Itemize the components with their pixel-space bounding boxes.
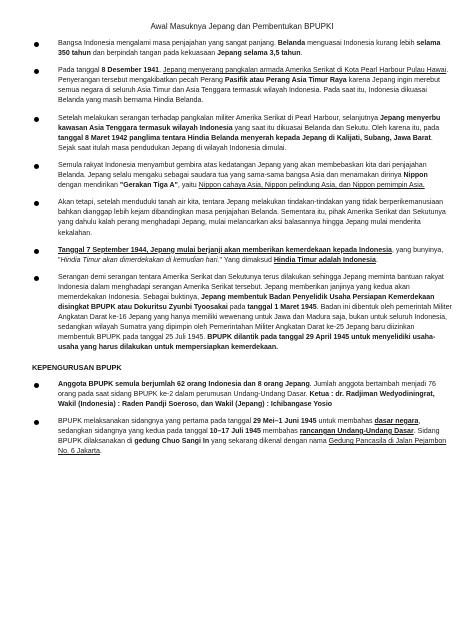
paragraph-list-kepengurusan [32, 380, 452, 458]
text-run: . Jumlah anggota bertambah menjadi 76 orang pada saat sidang BPUPK ke-2 dalam perumusan Undang-Undang Dasar. [58, 380, 436, 398]
text-run: , yang bunyinya, " [58, 246, 444, 264]
bullet-paragraph [32, 417, 452, 457]
text-run: . [99, 448, 102, 456]
text-run: dasar negara [374, 417, 419, 425]
text-run: Jepang membentuk Badan Penyelidik Usaha Persiapan Kemerdekaan disingkat BPUPK atau Dokuritsu Zyunbi Tyoosakai [58, 293, 435, 312]
text-run: , yaitu [177, 182, 199, 190]
text-run: selama 350 tahun [58, 40, 441, 58]
text-run: untuk membahas [316, 417, 375, 425]
text-run: Nippon [403, 172, 428, 180]
text-run: Jepang menyerang pangkalan armada Amerika Serikat di Kota Pearl Harbour Pulau Hawai [163, 67, 447, 75]
text-run: " Yang dimaksud [219, 256, 274, 264]
bullet-paragraph [32, 198, 452, 238]
bullet-icon [34, 276, 39, 281]
text-run: membahas [260, 427, 300, 435]
text-run: yang saat itu dikuasai Belanda dan Sekutu. Oleh karena itu, pada [232, 124, 440, 132]
text-run: . [300, 50, 303, 58]
text-run: BPUPK melaksanakan sidangnya yang pertama pada tanggal [58, 417, 254, 425]
text-run: Jepang menyerbu kawasan Asia Tenggara termasuk wilayah Indonesia [58, 114, 441, 132]
bullet-icon [34, 117, 39, 122]
bullet-paragraph [32, 39, 452, 59]
text-run: "Gerakan Tiga A" [119, 182, 178, 190]
bullet-icon [34, 249, 39, 254]
document-title: Awal Masuknya Jepang dan Pembentukan BPUPKI [150, 22, 334, 31]
text-run: gedung Chuo Sangi In [134, 438, 210, 445]
text-run: . Sidang BPUPK dilaksanakan di [58, 427, 440, 445]
text-run: 10–17 Juli 1945 [209, 427, 261, 435]
text-run: tanggal 1 Maret 1945 [247, 304, 317, 312]
text-run: karena Jepang ingin merebut semua negara di seluruh Asia Timur dan Asia Tenggara termasuk wilayah Indonesia. Pada saat itu, Indonesia dikuasai Belanda yang masih bernama Hindia Belanda. [58, 77, 440, 105]
text-run: dan berpindah tangan pada kekuasaan [90, 50, 218, 58]
text-run: . [375, 256, 378, 264]
bullet-paragraph [32, 380, 452, 410]
text-run: Pasifik atau Perang Asia Timur Raya [224, 77, 347, 85]
bullet-paragraph [32, 114, 452, 154]
bullet-icon [34, 164, 39, 169]
bullet-icon [34, 420, 39, 425]
text-run: Tanggal 7 September 1944, Jepang mulai berjanji akan memberikan kemerdekaan kepada Indonesia [58, 246, 392, 254]
text-run: pada [227, 304, 248, 312]
bullet-icon [34, 42, 39, 47]
paragraph-list-intro [32, 39, 452, 354]
text-run: 29 Mei–1 Juni 1945 [253, 417, 317, 425]
bullet-paragraph [32, 66, 452, 106]
bullet-icon [34, 201, 39, 206]
bullet-paragraph [32, 273, 452, 354]
text-run: yang sekarang dikenal dengan nama [209, 438, 329, 445]
text-run: . Penyerangan tersebut mengakibatkan pecah Perang [58, 67, 449, 85]
text-run: BPUPK dilantik pada tanggal 29 April 1945 untuk menyelidiki usaha-usaha yang harus dilakukan untuk mempersiapkan kemerdekaan. [58, 334, 436, 352]
text-run: rancangan Undang-Undang Dasar [299, 427, 414, 435]
text-run: , sedangkan sidangnya yang kedua pada tanggal [58, 417, 421, 435]
text-run: . [159, 67, 164, 75]
section-heading: KEPENGURUSAN BPUPK [32, 362, 122, 372]
bullet-icon [34, 69, 39, 74]
text-run: Semula rakyat Indonesia menyambut gembira atas kedatangan Jepang yang akan membebaskan kita dari penjajahan Belanda. Jepang selalu mengaku sebagai saudara tua yang sama-sama bangsa Asia dan menamakan dirinya [58, 161, 427, 180]
text-run: Serangan demi serangan tentara Amerika Serikat dan Sekutunya terus dilakukan sehingga Jepang meminta bantuan rakyat Indonesia dalam menghadapi serangan Amerika Serikat tersebut. Jepang memberikan janjinya yang kedua akan memerdekakan Indonesia. Sebagai buktinya, [58, 273, 444, 301]
text-run: Hindia Timur adalah Indonesia [273, 256, 376, 264]
text-run: Gedung Pancasila di Jalan Pejambon No. 6 Jakarta [58, 438, 447, 456]
text-run: Belanda [277, 40, 306, 47]
text-run: dengan mendirikan [58, 182, 120, 190]
text-run: Akan tetapi, setelah menduduki tanah air kita, tentara Jepang melakukan tindakan-tindakan yang tidak berperikemanusiaan bahkan dianggap lebih kejam dibandingkan masa penjajahan Belanda. Sementara itu, pihak Amerika Serikat dan Sekutunya yang dahulu kalah perang menghadapi Jepang, mulai melancarkan aksi balasannya hingga Jepang mulai menderita kekalahan. [58, 199, 446, 237]
text-run: tanggal 8 Maret 1942 panglima tentara Hindia Belanda menyerah kepada Jepang di Kalijati, Subang, Jawa Barat [58, 134, 431, 142]
text-run: menguasai Indonesia kurang lebih [305, 40, 417, 47]
bullet-paragraph [32, 246, 452, 266]
text-run: Jepang selama 3,5 tahun [217, 50, 301, 58]
bullet-paragraph [32, 161, 452, 191]
bullet-icon [34, 383, 39, 388]
text-run: Setelah melakukan serangan terhadap pangkalan militer Amerika Serikat di Pearl Harbour, selanjutnya [58, 114, 380, 122]
text-run: . Sejak saat itulah masa pendudukan Jepang di wilayah Indonesia dimulai. [58, 134, 433, 152]
text-run: 8 Desember 1941 [101, 67, 160, 75]
text-run: Nippon cahaya Asia, Nippon pelindung Asia, dan Nippon pemimpin Asia. [198, 182, 425, 190]
text-run: Ketua : dr. Radjiman Wedyodiningrat, Wakil (Indonesia) : Raden Pandji Soeroso, dan Wakil (Jepang) : Ichibangase Yosio [58, 390, 435, 408]
text-run: . Badan ini dibentuk oleh pemerintah Militer Angkatan Darat ke-16 Jepang yang hanya memiliki wewenang untuk Jawa dan Madura saja, bukan untuk seluruh Indonesia, sedangkan wilayah Sumatra yang dipimpin oleh Pemerintahan Militer Angkatan Darat ke-25 Jepang baru diizinkan membentuk BPUPK pada tanggal 25 Juli 1945. [58, 304, 452, 342]
text-run: Bangsa Indonesia mengalami masa penjajahan yang sangat panjang. [58, 40, 278, 47]
text-run: Anggota BPUPK semula berjumlah 62 orang Indonesia dan 8 orang Jepang [58, 380, 310, 388]
text-run: Pada tanggal [58, 67, 102, 75]
text-run: Hindia Timur akan dimerdekakan di kemudian hari. [60, 256, 220, 264]
